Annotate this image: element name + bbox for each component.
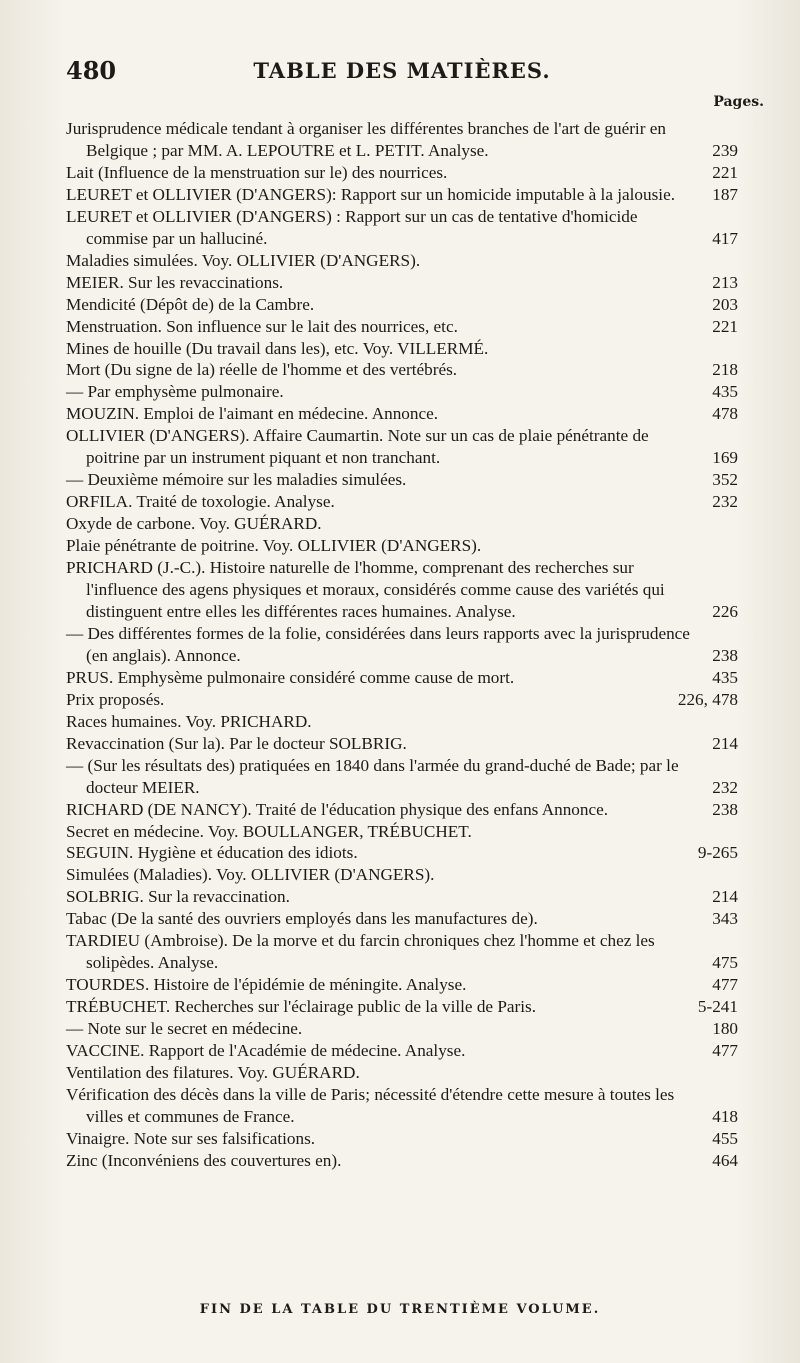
entry-page-number: 435 [712, 667, 738, 687]
index-entry [66, 272, 738, 294]
entry-text: ORFILA. Traité de toxologie. Analyse. [66, 492, 335, 512]
entry-page-number: 232 [712, 777, 738, 797]
entry-page-number: 214 [712, 733, 738, 753]
index-entry [66, 403, 738, 425]
page-header [66, 56, 738, 88]
entry-page-number: 214 [712, 887, 738, 907]
index-entry [66, 842, 738, 864]
entry-text: TOURDES. Histoire de l'épidémie de méningite. Analyse. [66, 975, 467, 995]
index-entries [66, 118, 738, 1172]
entry-text: Jurisprudence médicale tendant à organiser les différentes branches de l'art de guérir en Belgique ; par MM. A. LEPOUTRE et L. PETIT. Analyse. [66, 119, 666, 160]
entry-text: Secret en médecine. Voy. BOULLANGER, TRÉBUCHET. [66, 821, 472, 841]
entry-page-number: 352 [712, 470, 738, 490]
entry-text: TARDIEU (Ambroise). De la morve et du farcin chroniques chez l'homme et chez les solipèdes. Analyse. [66, 931, 655, 973]
index-entry [66, 1040, 738, 1062]
entry-text: Simulées (Maladies). Voy. OLLIVIER (D'ANGERS). [66, 865, 435, 885]
index-entry [66, 908, 738, 930]
entry-page-number: 455 [712, 1128, 738, 1148]
index-entry [66, 425, 738, 469]
entry-page-number: 238 [712, 799, 738, 819]
entry-page-number: 187 [712, 184, 738, 204]
index-entry [66, 864, 738, 886]
index-entry [66, 381, 738, 403]
entry-text: Menstruation. Son influence sur le lait des nourrices, etc. [66, 316, 458, 336]
entry-page-number: 343 [712, 909, 738, 929]
entry-text: Revaccination (Sur la). Par le docteur SOLBRIG. [66, 733, 407, 753]
end-of-table-note: FIN DE LA TABLE DU TRENTIÈME VOLUME. [199, 1302, 601, 1317]
entry-text: Oxyde de carbone. Voy. GUÉRARD. [66, 514, 322, 534]
entry-text: Plaie pénétrante de poitrine. Voy. OLLIVIER (D'ANGERS). [66, 536, 482, 556]
entry-page-number: 5-241 [697, 997, 738, 1017]
entry-page-number: 418 [712, 1106, 738, 1126]
entry-text: — (Sur les résultats des) pratiquées en 1840 dans l'armée du grand-duché de Bade; par le docteur MEIER. [66, 755, 679, 797]
entry-page-number: 475 [712, 953, 738, 973]
entry-page-number: 239 [712, 140, 738, 160]
entry-text: Prix proposés. [66, 689, 165, 709]
entry-text: — Des différentes formes de la folie, considérées dans leurs rapports avec la jurisprudence (en anglais). Annonce. [66, 623, 690, 665]
entry-text: LEURET et OLLIVIER (D'ANGERS): Rapport sur un homicide imputable à la jalousie. [66, 184, 675, 204]
index-entry [66, 711, 738, 733]
index-entry [66, 338, 738, 360]
entry-page-number: 417 [712, 228, 738, 248]
index-entry [66, 886, 738, 908]
index-entry [66, 1018, 738, 1040]
index-entry [66, 733, 738, 755]
index-entry [66, 799, 738, 821]
entry-page-number: 232 [712, 492, 738, 512]
entry-text: — Deuxième mémoire sur les maladies simulées. [66, 470, 407, 490]
index-entry [66, 1150, 738, 1172]
index-entry [66, 359, 738, 381]
entry-page-number: 221 [712, 162, 738, 182]
entry-page-number: 169 [712, 448, 738, 468]
index-entry [66, 1062, 738, 1084]
entry-page-number: 180 [712, 1019, 738, 1039]
index-entry [66, 689, 738, 711]
entry-page-number: 477 [712, 1041, 738, 1061]
entry-page-number: 221 [712, 316, 738, 336]
entry-text: — Note sur le secret en médecine. [66, 1019, 303, 1039]
entry-page-number: 464 [712, 1150, 738, 1170]
entry-text: SOLBRIG. Sur la revaccination. [66, 887, 290, 907]
entry-text: Ventilation des filatures. Voy. GUÉRARD. [66, 1062, 360, 1082]
entry-page-number: 226, 478 [677, 689, 738, 709]
running-title: TABLE DES MATIÈRES. [253, 58, 551, 83]
entry-text: TRÉBUCHET. Recherches sur l'éclairage public de la ville de Paris. [66, 997, 537, 1017]
entry-text: OLLIVIER (D'ANGERS). Affaire Caumartin. Note sur un cas de plaie pénétrante de poitrine par un instrument piquant et non tranchant. [66, 426, 649, 468]
entry-page-number: 226 [712, 601, 738, 621]
entry-text: LEURET et OLLIVIER (D'ANGERS) : Rapport sur un cas de tentative d'homicide commise par un halluciné. [66, 206, 638, 248]
entry-text: Mines de houille (Du travail dans les), etc. Voy. VILLERMÉ. [66, 338, 489, 358]
entry-text: Maladies simulées. Voy. OLLIVIER (D'ANGERS). [66, 250, 421, 270]
index-entry [66, 294, 738, 316]
index-entry [66, 930, 738, 974]
entry-text: SEGUIN. Hygiène et éducation des idiots. [66, 843, 358, 863]
entry-text: MOUZIN. Emploi de l'aimant en médecine. Annonce. [66, 404, 439, 424]
index-entry [66, 974, 738, 996]
entry-page-number: 9-265 [697, 843, 738, 863]
page-number: 480 [66, 56, 117, 85]
entry-page-number: 213 [712, 272, 738, 292]
index-entry [66, 469, 738, 491]
index-entry [66, 118, 738, 162]
entry-text: RICHARD (DE NANCY). Traité de l'éducation physique des enfans Annonce. [66, 799, 609, 819]
entry-page-number: 238 [712, 645, 738, 665]
index-entry [66, 557, 738, 623]
index-entry [66, 184, 738, 206]
pages-column-label: Pages. [713, 94, 764, 110]
entry-page-number: 477 [712, 975, 738, 995]
entry-text: MEIER. Sur les revaccinations. [66, 272, 284, 292]
index-entry [66, 821, 738, 843]
entry-text: PRICHARD (J.-C.). Histoire naturelle de l'homme, comprenant des recherches sur l'influence des agens physiques et moraux, considérés comme cause des variétés qui distinguent entre elles les différentes races humaines. Analyse. [66, 558, 665, 621]
index-entry [66, 491, 738, 513]
entry-page-number: 435 [712, 382, 738, 402]
entry-page-number: 478 [712, 404, 738, 424]
entry-text: Vinaigre. Note sur ses falsifications. [66, 1128, 316, 1148]
index-entry [66, 1128, 738, 1150]
entry-text: PRUS. Emphysème pulmonaire considéré comme cause de mort. [66, 667, 515, 687]
entry-text: Tabac (De la santé des ouvriers employés dans les manufactures de). [66, 909, 538, 929]
index-entry [66, 996, 738, 1018]
index-entry [66, 316, 738, 338]
entry-page-number: 203 [712, 294, 738, 314]
index-entry [66, 513, 738, 535]
index-entry [66, 206, 738, 250]
entry-text: Mendicité (Dépôt de) de la Cambre. [66, 294, 315, 314]
entry-text: Zinc (Inconvéniens des couvertures en). [66, 1150, 342, 1170]
entry-text: Lait (Influence de la menstruation sur le) des nourrices. [66, 162, 448, 182]
index-entry [66, 623, 738, 667]
index-entry [66, 162, 738, 184]
entry-text: — Par emphysème pulmonaire. [66, 382, 284, 402]
index-entry [66, 250, 738, 272]
index-entry [66, 535, 738, 557]
index-entry [66, 667, 738, 689]
entry-page-number: 218 [712, 360, 738, 380]
entry-text: Vérification des décès dans la ville de Paris; nécessité d'étendre cette mesure à toutes les villes et communes de France. [66, 1084, 675, 1126]
entry-text: VACCINE. Rapport de l'Académie de médecine. Analyse. [66, 1041, 466, 1061]
index-entry [66, 755, 738, 799]
index-entry [66, 1084, 738, 1128]
entry-text: Races humaines. Voy. PRICHARD. [66, 711, 312, 731]
entry-text: Mort (Du signe de la) réelle de l'homme et des vertébrés. [66, 360, 458, 380]
